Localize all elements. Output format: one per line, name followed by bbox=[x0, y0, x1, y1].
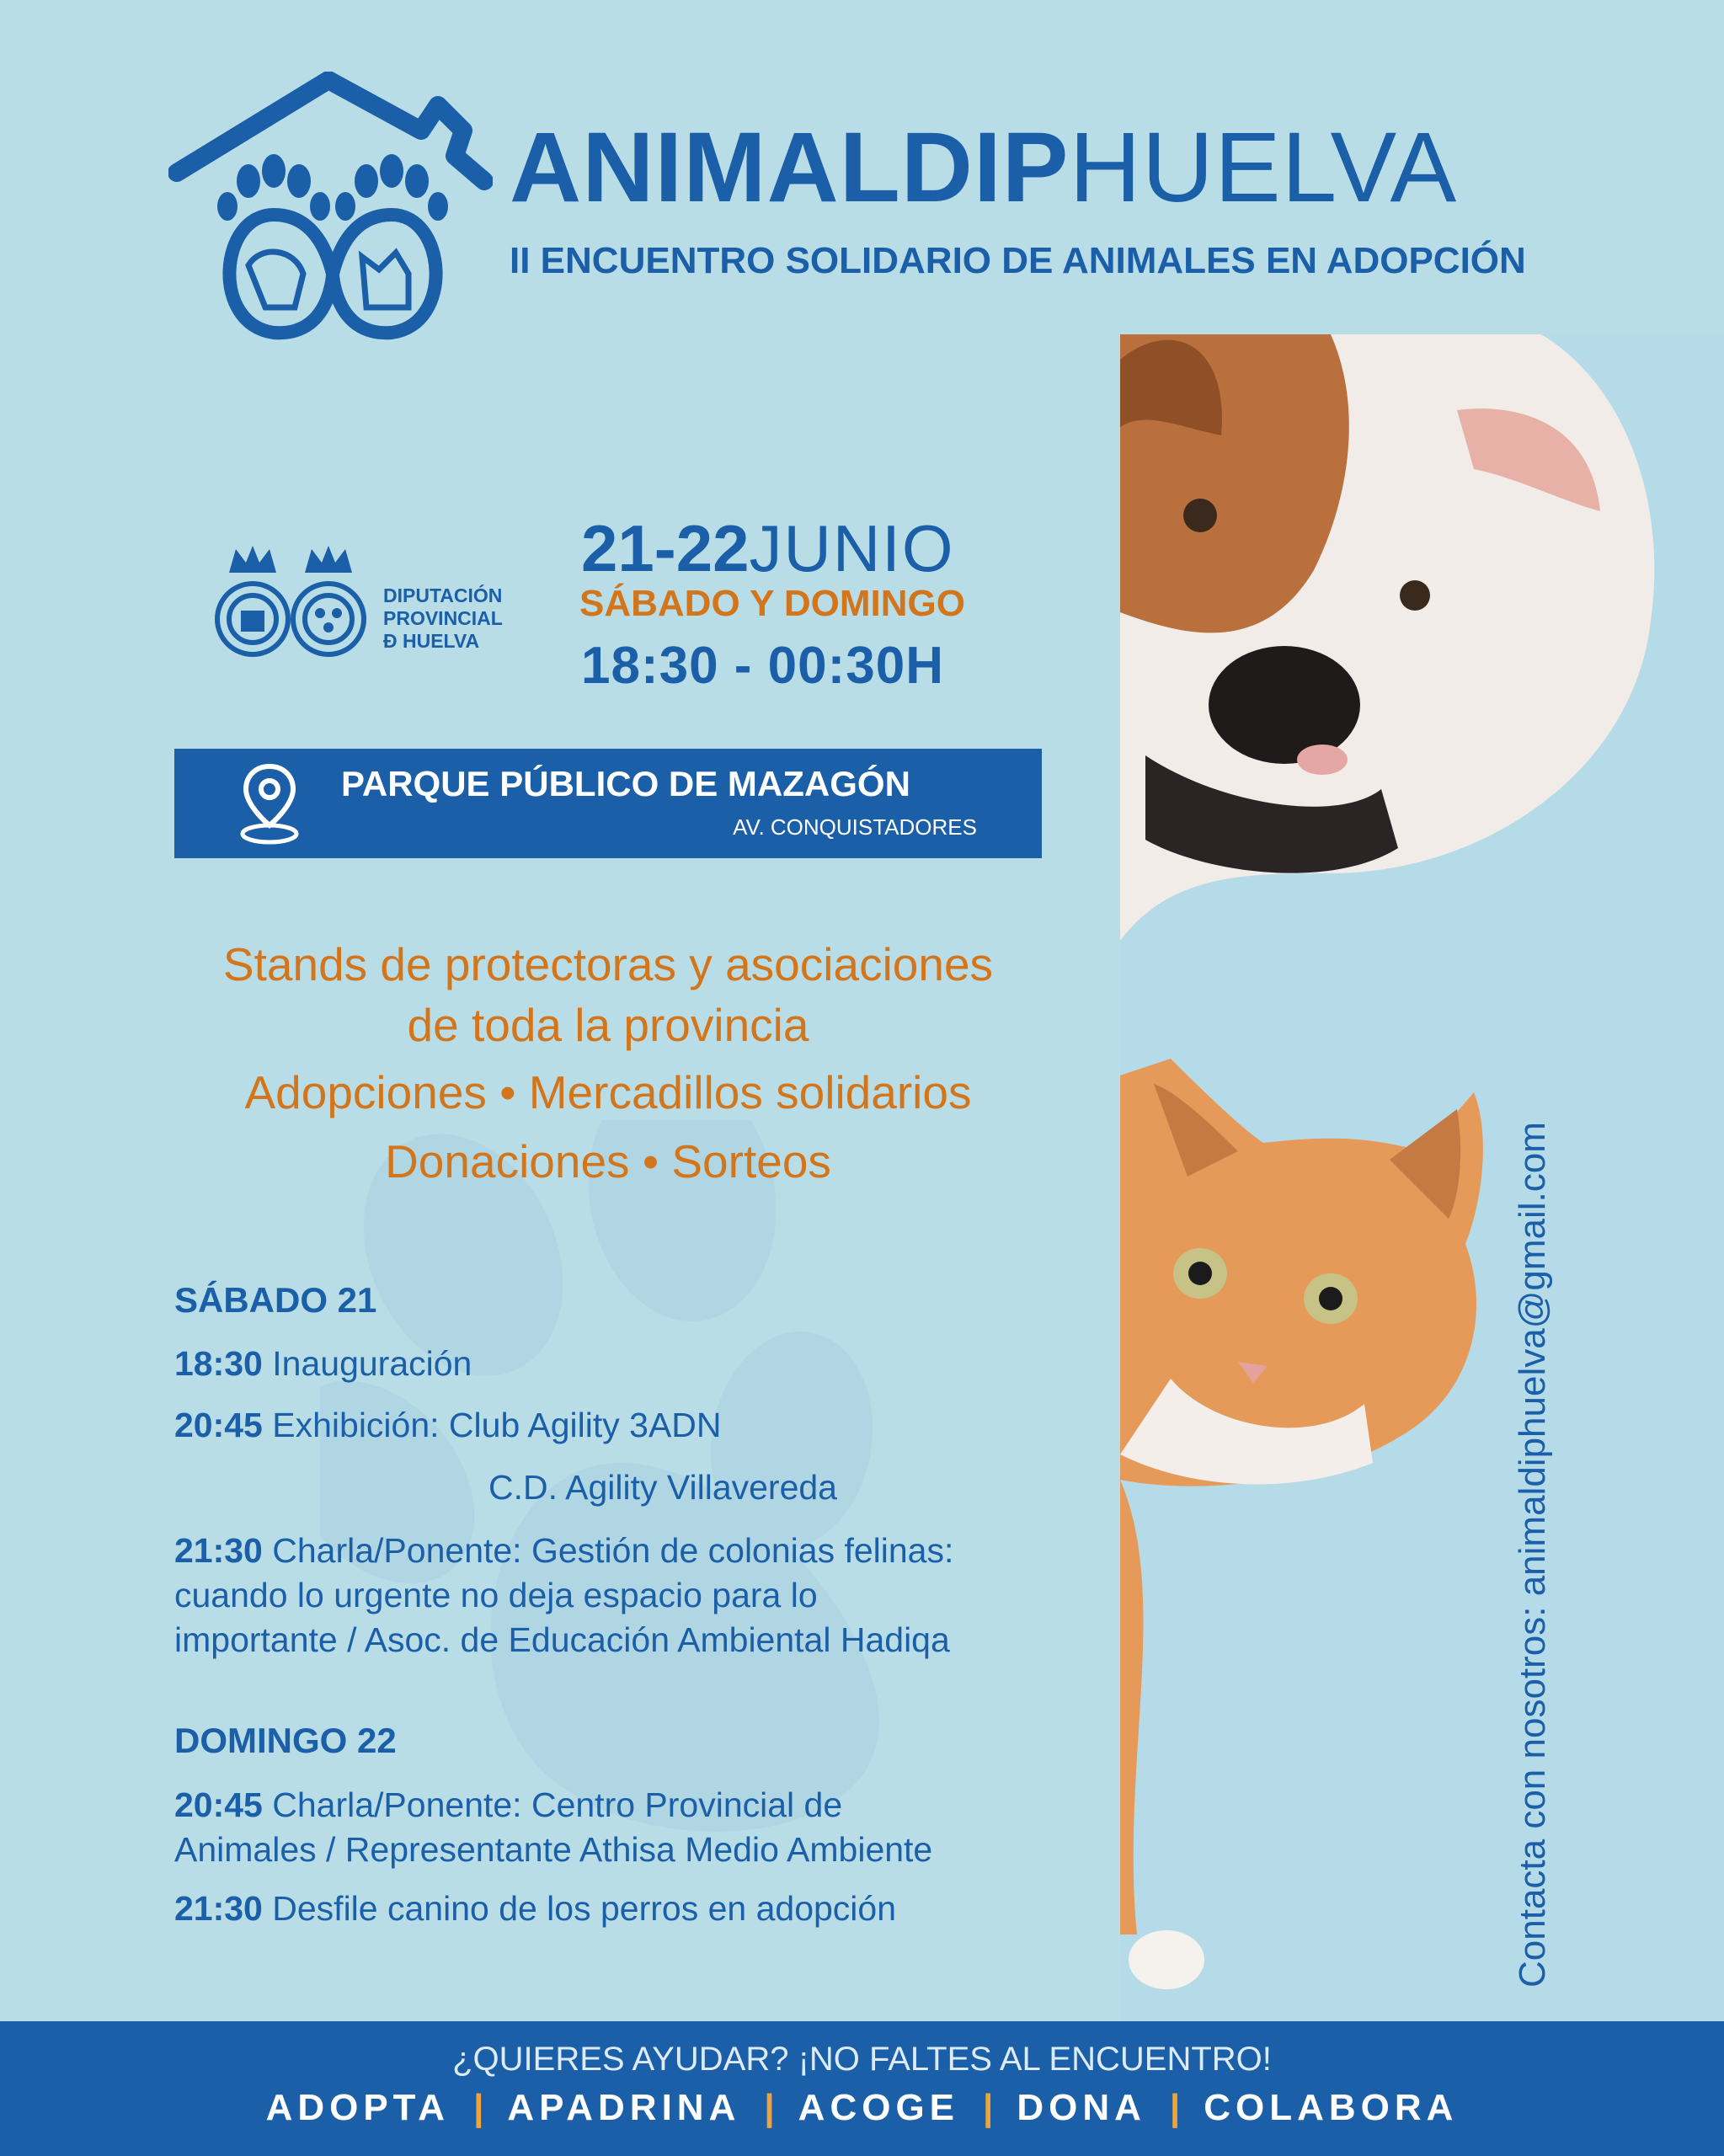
schedule-time: 18:30 bbox=[174, 1344, 263, 1383]
action-colabora: COLABORA bbox=[1204, 2087, 1459, 2128]
location-name: PARQUE PÚBLICO DE MAZAGÓN bbox=[341, 764, 910, 803]
activity-line-2: de toda la provincia bbox=[407, 999, 809, 1051]
event-subtitle: II ENCUENTRO SOLIDARIO DE ANIMALES EN ADOPCIÓN bbox=[510, 240, 1526, 281]
schedule-item bbox=[174, 1403, 722, 1448]
schedule-time: 20:45 bbox=[174, 1406, 263, 1444]
schedule-text: Charla/Ponente: Centro Provincial de bbox=[262, 1785, 843, 1824]
location-street: AV. CONQUISTADORES bbox=[733, 814, 977, 840]
separator: | bbox=[1169, 2087, 1181, 2128]
diputacion-line-1: DIPUTACIÓN bbox=[383, 584, 503, 606]
dog-and-cat-photo bbox=[1120, 334, 1724, 2020]
event-hours: 18:30 - 00:30H bbox=[581, 637, 945, 695]
schedule-item bbox=[174, 1529, 953, 1662]
schedule-item bbox=[174, 1886, 896, 1931]
schedule-item bbox=[488, 1465, 837, 1510]
diputacion-line-3: Ð HUELVA bbox=[383, 630, 480, 652]
schedule-item bbox=[174, 1783, 932, 1872]
animaldip-logo-icon bbox=[168, 72, 493, 350]
schedule-text: Exhibición: Club Agility 3ADN bbox=[262, 1406, 722, 1444]
diputacion-name bbox=[383, 584, 503, 653]
brand-light: HUELVA bbox=[1069, 112, 1458, 223]
schedule-text: Charla/Ponente: Gestión de colonias felinas: bbox=[262, 1531, 954, 1570]
action-acoge: ACOGE bbox=[798, 2087, 960, 2128]
schedule-text-cont: Animales / Representante Athisa Medio Ambiente bbox=[174, 1830, 933, 1869]
diputacion-emblem-icon bbox=[211, 539, 371, 665]
brand-title bbox=[510, 112, 1458, 223]
event-weekdays: SÁBADO Y DOMINGO bbox=[579, 583, 965, 624]
separator: | bbox=[983, 2087, 994, 2128]
activity-line-1: Stands de protectoras y asociaciones bbox=[222, 938, 994, 990]
footer-actions bbox=[0, 2087, 1724, 2129]
action-dona: DONA bbox=[1017, 2087, 1146, 2128]
brand-bold: ANIMALDIP bbox=[510, 112, 1070, 223]
activity-line-4: Donaciones • Sorteos bbox=[385, 1135, 831, 1187]
location-pin-icon bbox=[236, 762, 303, 846]
separator: | bbox=[473, 2087, 484, 2128]
diputacion-line-2: PROVINCIAL bbox=[383, 607, 503, 629]
separator: | bbox=[764, 2087, 775, 2128]
event-date bbox=[581, 511, 955, 585]
schedule-text: Desfile canino de los perros en adopción bbox=[262, 1889, 897, 1928]
action-apadrina: APADRINA bbox=[507, 2087, 741, 2128]
schedule-item bbox=[174, 1342, 472, 1386]
schedule-text: C.D. Agility Villavereda bbox=[488, 1468, 837, 1507]
schedule-text-cont: importante / Asoc. de Educación Ambiental Hadiqa bbox=[174, 1620, 950, 1659]
sunday-heading: DOMINGO 22 bbox=[174, 1721, 397, 1760]
activity-line-3: Adopciones • Mercadillos solidarios bbox=[244, 1066, 972, 1118]
schedule-time: 21:30 bbox=[174, 1531, 263, 1570]
schedule-time: 21:30 bbox=[174, 1889, 263, 1928]
schedule-time: 20:45 bbox=[174, 1785, 263, 1824]
schedule-text: Inauguración bbox=[262, 1344, 472, 1383]
action-adopta: ADOPTA bbox=[265, 2087, 451, 2128]
schedule-text-cont: cuando lo urgente no deja espacio para lo bbox=[174, 1576, 818, 1614]
saturday-heading: SÁBADO 21 bbox=[174, 1280, 377, 1320]
contact-email[interactable]: Contacta con nosotros: animaldiphuelva@gmail.com bbox=[1512, 1122, 1553, 1988]
footer-question: ¿QUIERES AYUDAR? ¡NO FALTES AL ENCUENTRO! bbox=[452, 2041, 1272, 2078]
event-month: JUNIO bbox=[749, 511, 955, 585]
event-days: 21-22 bbox=[581, 511, 750, 585]
